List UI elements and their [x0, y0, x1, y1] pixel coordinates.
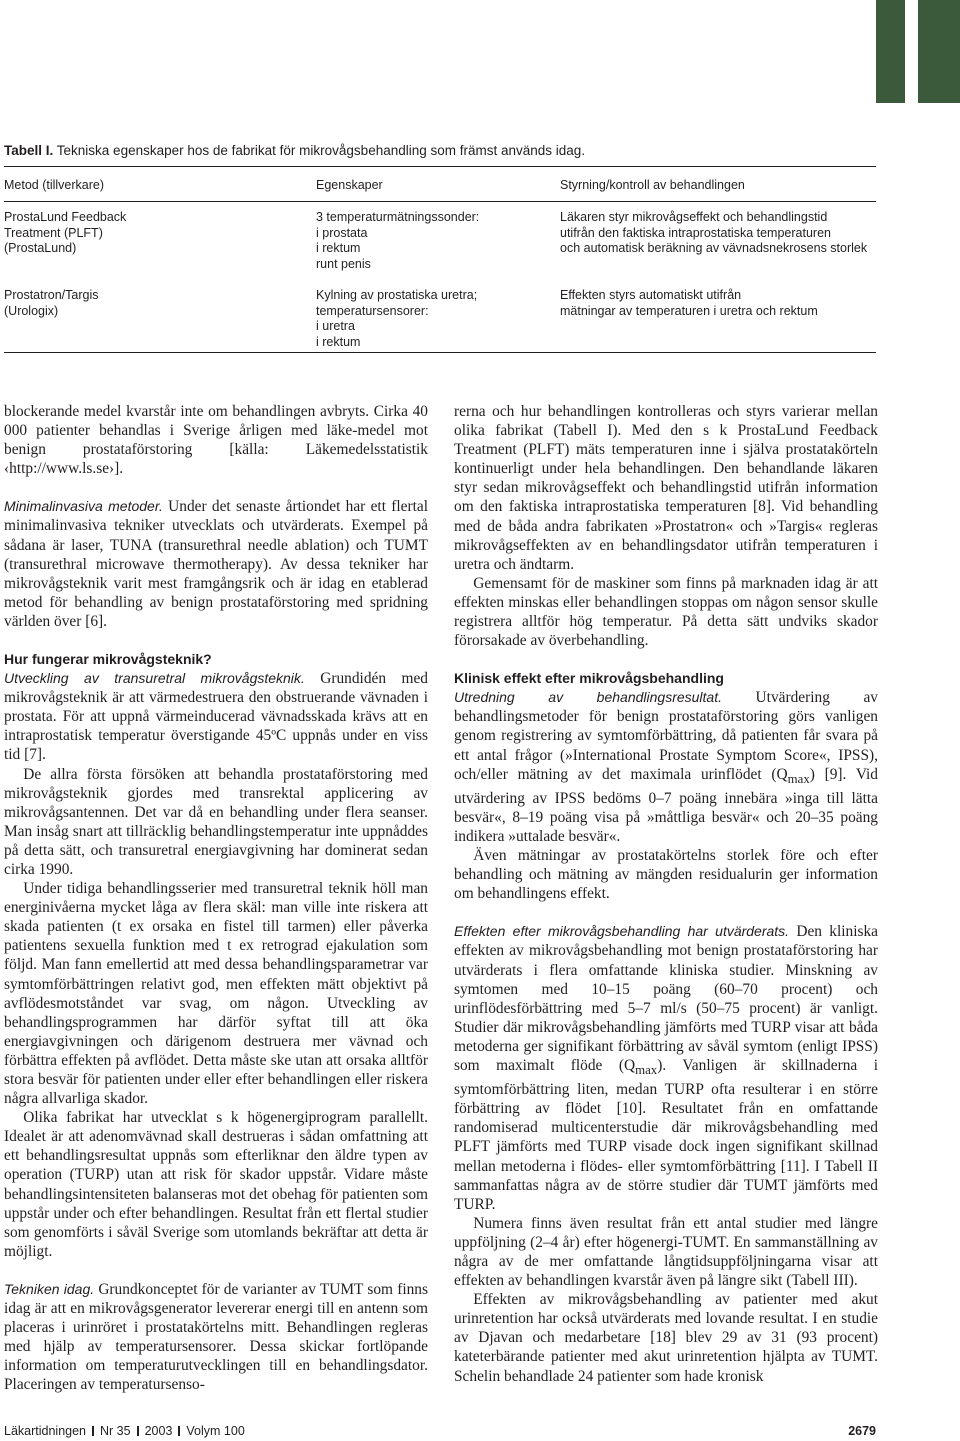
cell-line: Kylning av prostatiska uretra; [316, 288, 478, 302]
table-cell-control [560, 288, 876, 319]
cell-line: i rektum [316, 241, 361, 256]
section-lead: Effekten efter mikrovågsbehandling har utvärderats. [454, 923, 790, 940]
cell-line: Läkaren styr mikrovågseffekt och behandlingstid [560, 210, 828, 224]
cell-line: temperatursensorer: [316, 303, 429, 318]
paragraph: Effekten av mikrovågsbehandling av patienter med akut urinretention har också utvärderats med lovande resultat. I en studie av Djavan och medarbetare [18] blev 29 av 31 (93 procent) kateterbärande patienter med akut urinretention hjälpta av TUMT. Schelin behandlade 24 patienter som hade kronisk [454, 1291, 878, 1385]
paragraph: Numera finns även resultat från ett antal studier med längre uppföljning (2–4 år) efter högenergi-TUMT. En sammanställning av några av de mer omfattande långtidsuppföljningarna visar att effekten av behandlingen kvarstår även på längre sikt (Tabell III). [454, 1214, 878, 1290]
paragraph-text: Den kliniska effekten av mikrovågsbehandling mot benign prostataförstoring har utvärderats i flera omfattande kliniska studier. Minskning av symtomen med 10–15 poäng (60–70 procent) och urinflödesförbättring med 5–7 ml/s (50–75 procent) är vanligt. Studier där mikrovågsbehandling jämförts med TURP visar att båda metoderna ger signifikant förbättring av såväl symtom (enligt IPSS) som maximalt flöde (Q [454, 923, 878, 1074]
table-cell-method [4, 288, 304, 319]
cell-line: i prostata [316, 225, 368, 240]
paragraph: Gemensamt för de maskiner som finns på marknaden idag är att effekten minskas eller behandlingen stoppas om någon sensor skulle registrera alltför hög temperatur. På detta sätt undviks skador förorsakade av överbehandling. [454, 574, 878, 650]
paragraph-text: ) [9]. Vid utvärdering av IPSS bedöms 0–7 poäng innebära »inga till lätta besvär«, 8–19 poäng visa på »måttliga besvär« och 20–35 poäng indikera »uttalade besvär«. [454, 765, 879, 845]
paragraph: rerna och hur behandlingen kontrolleras och styrs varierar mellan olika fabrikat (Tabell I). Med den s k ProstaLund Feedback Treatment (PLFT) mäts temperaturen inne i själva prostatakörteln kontinuerligt under hela behandlingen. Den behandlande läkaren styr sedan mikrovågseffekt och behandlingstid utifrån information om den faktiska intraprostatiska temperaturen [8]. Vid behandling med de båda andra fabrikaten »Prostatron« och »Targis« regleras mikrovågseffekten av en behandlingsdator utifrån temperaturen i uretra och ändtarm. [454, 403, 878, 573]
subscript: max [635, 1063, 658, 1078]
cell-line: utifrån den faktiska intraprostatiska temperaturen [560, 225, 831, 240]
table-header-row [4, 178, 876, 196]
footer-separator [178, 1426, 180, 1436]
table-header-rule [4, 201, 876, 202]
section-lead: Utveckling av transuretral mikrovågsteknik. [4, 670, 305, 687]
section-minimalinvasiva [4, 497, 428, 631]
page-number: 2679 [848, 1424, 876, 1438]
left-column [4, 402, 428, 1395]
cell-line: i rektum [316, 334, 361, 349]
footer-separator [92, 1426, 94, 1436]
paragraph: De allra första försöken att behandla prostataförstoring med mikrovågsteknik gjordes med transrektal applicering av mikrovågsantennen. Det var då en behandling under flera seanser. Man insåg snart att tillräcklig behandlingstemperatur inte uppnåddes på detta sätt, och transuretral energiavgivning har dominerat sedan cirka 1990. [4, 765, 428, 878]
cell-line: och automatisk beräkning av vävnadsnekrosens storlek [560, 241, 868, 256]
table-cell-properties [316, 288, 556, 350]
footer-volume: Volym 100 [186, 1424, 245, 1438]
paragraph-text: Utvärdering av behandlingsmetoder för benign prostataförstoring görs vanligen genom registrering av symtomförbättring, då patienten får svara på ett antal frågor (»International Prostate Symptom Score«, IPSS), och/eller mätning av det maximala urinflödet (Q [454, 689, 878, 783]
corner-accent-bar-wide [918, 0, 960, 103]
section-lead: Minimalinvasiva metoder. [4, 498, 163, 515]
paragraph: blockerande medel kvarstår inte om behandlingen avbryts. Cirka 40 000 patienter behandlas i Sverige årligen med läke-medel mot benign prostataförstoring [källa: Läkemedelsstatistik ‹http://www.ls.se›]. [4, 403, 428, 478]
section-effekten [454, 922, 878, 1213]
footer-journal: Läkartidningen [4, 1424, 87, 1438]
table-cell-properties [316, 210, 556, 272]
section-lead: Tekniken idag. [4, 1280, 95, 1297]
table-header-method: Metod (tillverkare) [4, 178, 105, 192]
cell-line: Effekten styrs automatiskt utifrån [560, 288, 742, 302]
section-utveckling [4, 669, 428, 764]
paragraph-text: ). Vanligen är skillnaderna i symtomförbättring liten, medan TURP ofta resulterar i en större förbättring av flödet [10]. Resultatet från en omfattande randomiserad multicenterstudie där mikrovågsbehandling med PLFT jämförts med TURP visade dock ingen signifikant skillnad mellan metoderna i flödes- eller symtomförbättring [11]. I Tabell II sammanfattas några av de större studier där TUMT jämförts med TURP. [454, 1056, 878, 1213]
table-header-properties: Egenskaper [316, 178, 383, 192]
paragraph-text: Under det senaste årtiondet har ett flertal minimalinvasiva tekniker utvecklats och utvärderats. Exempel på sådana är laser, TUNA (transurethral needle ablation) och TUMT (transurethral microwave thermotherapy). Av dessa tekniker har mikrovågsteknik varit mest framgångsrik och är idag en etablerad metod för behandling av benign prostataförstoring med spridning världen över [6]. [4, 498, 428, 630]
cell-line: runt penis [316, 256, 371, 271]
table-header-control: Styrning/kontroll av behandlingen [560, 178, 745, 192]
cell-line: mätningar av temperaturen i uretra och rektum [560, 303, 818, 318]
footer-separator [137, 1426, 139, 1436]
cell-line: 3 temperaturmätningssonder: [316, 210, 480, 224]
table-cell-method [4, 210, 304, 257]
paragraph: Även mätningar av prostatakörtelns storlek före och efter behandling och mätning av mängden residualurin ger information om behandlingens effekt. [454, 847, 878, 903]
section-lead: Utredning av behandlingsresultat. [454, 689, 722, 706]
cell-line: Treatment (PLFT) [4, 225, 103, 240]
subscript: max [787, 771, 810, 786]
paragraph-text: Grundidén med mikrovågsteknik är att värmedestruera den obstruerande vävnaden i prostata. För att uppnå värmeinducerad vävnadsskada krävs att en intraprostatisk temperatur överstigande 45ºC uppnås under en viss tid [7]. [4, 670, 428, 764]
table-row [4, 210, 876, 280]
paragraph: Under tidiga behandlingsserier med transuretral teknik höll man energinivåerna mycket låga av flera skäl: man ville inte riskera att skada patienten (t ex orsaka en fistel till tarmen) eller påverka patientens sexuella funktion med t ex retrograd ejakulation som följd. Man fann emellertid att med dessa behandlingsparametrar var symtomförbättringen relativt god, men effekten mätt objektivt på avflödesmotståndet var svag, om någon. Utveckling av behandlingsprogrammen har därför syftat till att öka energiavgivningen och därigenom destruera mer vävnad och förbättra effekten på avflödet. Detta måste ske utan att orsaka alltför stora besvär för patienten under eller efter behandlingen eller riskera några allvarliga skador. [4, 880, 428, 1108]
cell-line: (Urologix) [4, 303, 59, 318]
right-column [454, 402, 878, 1386]
cell-line: (ProstaLund) [4, 241, 77, 256]
corner-accent-bar [876, 0, 905, 103]
table-cell-control [560, 210, 876, 257]
section-tekniken [4, 1280, 428, 1395]
table-top-rule [4, 166, 876, 167]
paragraph: Olika fabrikat har utvecklat s k högenergiprogram parallellt. Idealet är att adenomvävnad skall destrueras i sådan omfattning att ett behandlingsresultat uppnås som efterliknar den äldre typen av operation (TURP) utan att risk för skador uppstår. Vidare måste behandlingsintensiteten balanseras mot det obehag för patienten som uppstår under och efter behandlingen. Resultat från ett flertal studier som genomförts i såväl Sverige som utomlands bekräftar att detta är möjligt. [4, 1109, 428, 1260]
footer-year: 2003 [144, 1424, 173, 1438]
table-row [4, 288, 876, 352]
section-heading: Klinisk effekt efter mikrovågsbehandling [454, 670, 724, 687]
cell-line: ProstaLund Feedback [4, 210, 127, 224]
footer-journal-info [4, 1424, 245, 1439]
table-caption [4, 142, 874, 159]
cell-line: Prostatron/Targis [4, 288, 99, 302]
section-heading: Hur fungerar mikrovågsteknik? [4, 651, 212, 668]
footer-issue: Nr 35 [100, 1424, 131, 1438]
section-utredning [454, 688, 878, 846]
table-bottom-rule [4, 352, 876, 353]
cell-line: i uretra [316, 319, 355, 334]
paragraph-text: Grundkonceptet för de varianter av TUMT som finns idag är att en mikrovågsgenerator levererar energi till en antenn som placeras i urinröret i prostatakörtelns mitt. Behandlingen regleras med hjälp av temperatursensorer. Dessa skickar fortlöpande information om temperaturutvecklingen till en behandlingsdator. Placeringen av temperatursenso- [4, 1280, 428, 1394]
table-caption-text: Tekniska egenskaper hos de fabrikat för mikrovågsbehandling som främst används idag. [56, 143, 586, 158]
table-label: Tabell I. [4, 143, 54, 158]
